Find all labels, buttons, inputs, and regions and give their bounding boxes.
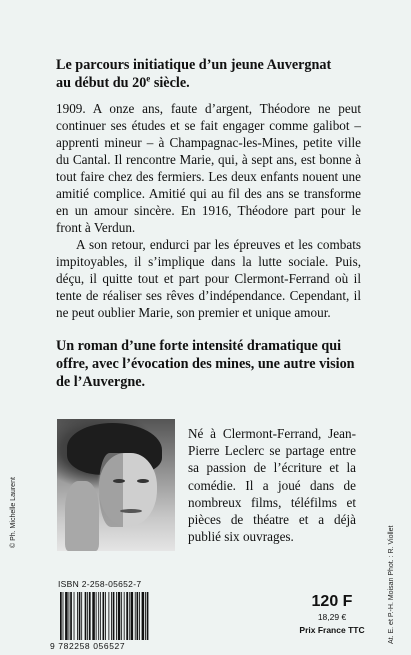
barcode-bar bbox=[70, 592, 72, 640]
summary-paragraph-2: A son retour, endurci par les épreuves et les combats impitoyables, il s’implique dans la lutte sociale. Puis, déçu, il quitte tout et part pour Clermont-Ferrand où il tente de réaliser ses rêves d’indépendance. Cependant, il ne peut oublier Marie, son premier et unique amour. bbox=[56, 237, 361, 320]
heading-line-1: Le parcours initiatique d’un jeune Auvergnat bbox=[56, 57, 332, 73]
barcode-icon bbox=[58, 592, 178, 640]
barcode-bar bbox=[87, 592, 88, 640]
barcode-bar bbox=[121, 592, 122, 640]
photo-hand-shape bbox=[65, 481, 99, 551]
barcode-bar bbox=[96, 592, 97, 640]
barcode-bar bbox=[135, 592, 136, 640]
barcode-bar bbox=[147, 592, 149, 640]
barcode-bar bbox=[60, 592, 62, 640]
design-credit: At. E. et P.-H. Moisan Phot. : R. Viollet bbox=[388, 525, 395, 644]
barcode-digits: 9 782258 056527 bbox=[50, 641, 126, 651]
photo-mouth bbox=[120, 509, 142, 513]
barcode-bar bbox=[116, 592, 117, 640]
photo-credit: © Ph. Michelle Laurent bbox=[10, 477, 17, 548]
barcode-bar bbox=[145, 592, 146, 640]
barcode-bar bbox=[108, 592, 109, 640]
barcode-bar bbox=[92, 592, 95, 640]
photo-shadow-shape bbox=[99, 453, 123, 527]
barcode-bar bbox=[79, 592, 81, 640]
summary-paragraph-1: 1909. A onze ans, faute d’argent, Théodore ne peut continuer ses études et se fait engager comme galibot – apprenti mineur – à Champagnac-les-Mines, petite ville du Cantal. Il rencontre Marie, qui, à sept ans, est bonne à tout faire chez des fermiers. Les deux enfants nouent une amitié complice. Amitié qui au fil des ans se transforme en un amour sincère. En 1916, Théodore part pour le front à Verdun. bbox=[56, 101, 361, 235]
tagline: Un roman d’une forte intensité dramatique qui offre, avec l’évocation des mines, une autre vision de l’Auvergne. bbox=[56, 338, 355, 390]
barcode-bar bbox=[89, 592, 91, 640]
barcode-bar bbox=[131, 592, 134, 640]
barcode-bar bbox=[139, 592, 140, 640]
price-euros: 18,29 € bbox=[317, 612, 347, 622]
barcode-bar bbox=[81, 592, 82, 640]
heading-superscript: e bbox=[146, 73, 151, 84]
author-photo bbox=[57, 419, 175, 551]
barcode-bar bbox=[74, 592, 75, 640]
barcode-bar bbox=[65, 592, 68, 640]
barcode-bar bbox=[113, 592, 115, 640]
summary-text bbox=[56, 100, 361, 321]
barcode-bar bbox=[142, 592, 145, 640]
barcode-bar bbox=[105, 592, 106, 640]
barcode-bar bbox=[63, 592, 64, 640]
heading-line-2 bbox=[56, 74, 366, 92]
barcode-bar bbox=[98, 592, 99, 640]
photo-eye-left bbox=[113, 479, 125, 483]
price-francs: 120 F bbox=[311, 593, 353, 610]
price-label: Prix France TTC bbox=[299, 625, 365, 635]
barcode-bar bbox=[129, 592, 130, 640]
barcode-bar bbox=[69, 592, 70, 640]
barcode-bar bbox=[111, 592, 112, 640]
barcode-bar bbox=[77, 592, 78, 640]
barcode-bar bbox=[103, 592, 105, 640]
author-bio: Né à Clermont-Ferrand, Jean-Pierre Leclerc se partage entre sa passion de l’écriture et la comédie. Il a joué dans de nombreux films, téléfilms et pièces de théatre et a déjà publié six ouvrages. bbox=[188, 426, 356, 545]
isbn-number: ISBN 2-258-05652-7 bbox=[58, 579, 142, 589]
barcode-bar bbox=[118, 592, 121, 640]
photo-eye-right bbox=[137, 479, 149, 483]
barcode-bar bbox=[137, 592, 139, 640]
cover-heading bbox=[56, 56, 366, 92]
heading-line-2-end: siècle. bbox=[150, 75, 190, 91]
barcode-bar bbox=[126, 592, 128, 640]
barcode-bar bbox=[85, 592, 87, 640]
heading-line-2-text: au début du 20 bbox=[56, 75, 147, 91]
barcode-bar bbox=[124, 592, 125, 640]
barcode-bar bbox=[100, 592, 101, 640]
